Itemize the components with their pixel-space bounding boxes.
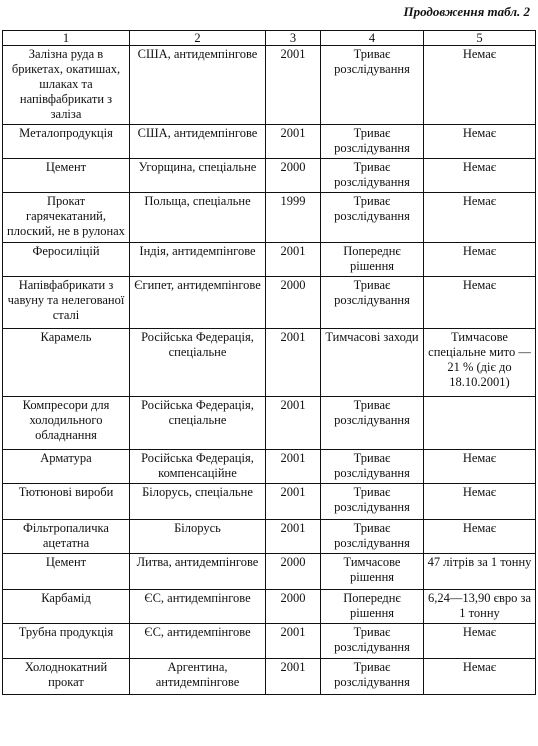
product-cell: Компресори для холодильного обладнання xyxy=(3,397,130,450)
year-cell: 2000 xyxy=(266,590,321,624)
product-cell: Фільтропаличка ацетатна xyxy=(3,520,130,554)
status-cell: Триває розслідування xyxy=(321,46,424,125)
country-cell: Єгипет, антидемпінгове xyxy=(130,277,266,329)
year-cell: 2001 xyxy=(266,484,321,520)
year-cell: 2000 xyxy=(266,554,321,590)
measure-cell: Немає xyxy=(424,46,536,125)
measure-cell: Немає xyxy=(424,277,536,329)
country-cell: ЄС, антидемпінгове xyxy=(130,624,266,659)
product-cell: Цемент xyxy=(3,159,130,193)
status-cell: Триває розслідування xyxy=(321,159,424,193)
status-cell: Попереднє рішення xyxy=(321,243,424,277)
product-cell: Прокат гарячекатаний, плоский, не в рулонах xyxy=(3,193,130,243)
column-header: 2 xyxy=(130,31,266,46)
table-row xyxy=(3,125,536,159)
status-cell: Триває розслідування xyxy=(321,277,424,329)
measure-cell: Немає xyxy=(424,125,536,159)
product-cell: Напівфабрикати з чавуну та нелегованої сталі xyxy=(3,277,130,329)
product-cell: Арматура xyxy=(3,450,130,484)
status-cell: Триває розслідування xyxy=(321,659,424,695)
table-row xyxy=(3,277,536,329)
product-cell: Металопродукція xyxy=(3,125,130,159)
measure-cell: Немає xyxy=(424,193,536,243)
year-cell: 2001 xyxy=(266,624,321,659)
year-cell: 2001 xyxy=(266,243,321,277)
column-header: 3 xyxy=(266,31,321,46)
year-cell: 2000 xyxy=(266,159,321,193)
year-cell: 2001 xyxy=(266,397,321,450)
table-row xyxy=(3,159,536,193)
table-row xyxy=(3,193,536,243)
measure-cell: 6,24—13,90 євро за 1 тонну xyxy=(424,590,536,624)
country-cell: США, антидемпінгове xyxy=(130,46,266,125)
country-cell: Індія, антидемпінгове xyxy=(130,243,266,277)
measure-cell: Немає xyxy=(424,159,536,193)
product-cell: Карамель xyxy=(3,329,130,397)
status-cell: Триває розслідування xyxy=(321,484,424,520)
country-cell: Білорусь, спеціальне xyxy=(130,484,266,520)
country-cell: Угорщина, спеціальне xyxy=(130,159,266,193)
header-row xyxy=(3,31,536,46)
status-cell: Попереднє рішення xyxy=(321,590,424,624)
table-row xyxy=(3,624,536,659)
country-cell: ЄС, антидемпінгове xyxy=(130,590,266,624)
country-cell: Литва, антидемпінгове xyxy=(130,554,266,590)
table-row xyxy=(3,520,536,554)
table-caption: Продовження табл. 2 xyxy=(403,4,530,19)
measure-cell: Немає xyxy=(424,243,536,277)
table-row xyxy=(3,590,536,624)
status-cell: Триває розслідування xyxy=(321,624,424,659)
year-cell: 2001 xyxy=(266,125,321,159)
product-cell: Трубна продукція xyxy=(3,624,130,659)
column-header: 5 xyxy=(424,31,536,46)
country-cell: Російська Федерація, компенсаційне xyxy=(130,450,266,484)
column-header: 4 xyxy=(321,31,424,46)
status-cell: Триває розслідування xyxy=(321,125,424,159)
year-cell: 2001 xyxy=(266,329,321,397)
measure-cell: Немає xyxy=(424,659,536,695)
table-row xyxy=(3,329,536,397)
measure-cell: Немає xyxy=(424,484,536,520)
product-cell: Тютюнові вироби xyxy=(3,484,130,520)
country-cell: Аргентина, антидемпінгове xyxy=(130,659,266,695)
year-cell: 2001 xyxy=(266,520,321,554)
measure-cell: Тимчасове спеціальне мито — 21 % (діє до 18.10.2001) xyxy=(424,329,536,397)
measure-cell: Немає xyxy=(424,520,536,554)
country-cell: Російська Федерація, спеціальне xyxy=(130,397,266,450)
country-cell: Польща, спеціальне xyxy=(130,193,266,243)
table-row xyxy=(3,659,536,695)
product-cell: Холоднокатний прокат xyxy=(3,659,130,695)
product-cell: Цемент xyxy=(3,554,130,590)
table-row xyxy=(3,46,536,125)
product-cell: Феросиліцій xyxy=(3,243,130,277)
year-cell: 1999 xyxy=(266,193,321,243)
table-row xyxy=(3,554,536,590)
column-header: 1 xyxy=(3,31,130,46)
status-cell: Триває розслідування xyxy=(321,193,424,243)
status-cell: Триває розслідування xyxy=(321,520,424,554)
status-cell: Триває розслідування xyxy=(321,450,424,484)
year-cell: 2001 xyxy=(266,46,321,125)
table-row xyxy=(3,450,536,484)
product-cell: Карбамід xyxy=(3,590,130,624)
status-cell: Тимчасове рішення xyxy=(321,554,424,590)
measure-cell: Немає xyxy=(424,450,536,484)
measure-cell: Немає xyxy=(424,624,536,659)
year-cell: 2001 xyxy=(266,659,321,695)
data-table xyxy=(2,30,536,695)
country-cell: Російська Федерація, спеціальне xyxy=(130,329,266,397)
table-row xyxy=(3,243,536,277)
status-cell: Триває розслідування xyxy=(321,397,424,450)
country-cell: Білорусь xyxy=(130,520,266,554)
measure-cell xyxy=(424,397,536,450)
product-cell: Залізна руда в брикетах, окатишах, шлаках та напівфабрикати з заліза xyxy=(3,46,130,125)
status-cell: Тимчасові заходи xyxy=(321,329,424,397)
country-cell: США, антидемпінгове xyxy=(130,125,266,159)
table-row xyxy=(3,397,536,450)
year-cell: 2000 xyxy=(266,277,321,329)
measure-cell: 47 літрів за 1 тонну xyxy=(424,554,536,590)
year-cell: 2001 xyxy=(266,450,321,484)
table-row xyxy=(3,484,536,520)
